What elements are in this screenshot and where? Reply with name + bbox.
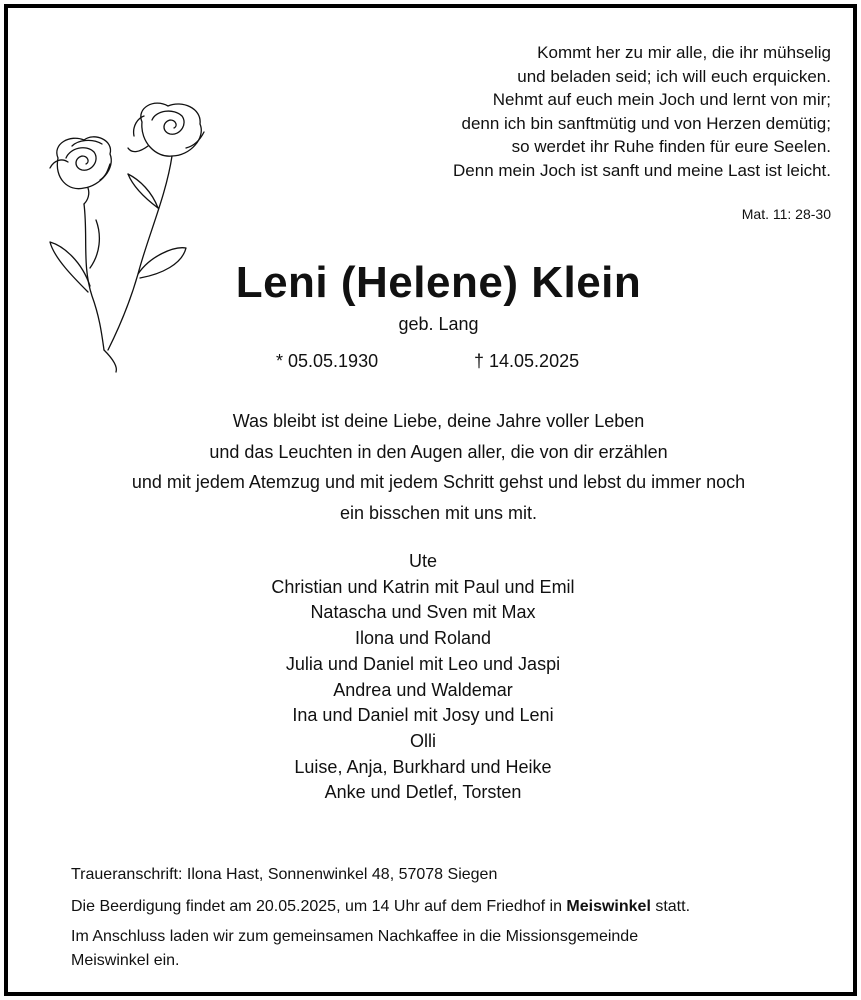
verse-line: und beladen seid; ich will euch erquicken. xyxy=(517,66,831,86)
birth-date: * 05.05.1930 xyxy=(276,351,379,371)
mourning-address: Traueranschrift: Ilona Hast, Sonnenwinkel 48, 57078 Siegen xyxy=(71,866,498,883)
verse-line: Nehmt auf euch mein Joch und lernt von mir; xyxy=(492,90,831,110)
death-date: † 14.05.2025 xyxy=(474,351,580,371)
obituary-frame xyxy=(4,4,857,996)
family-member: Ilona und Roland xyxy=(354,628,492,649)
family-member: Ute xyxy=(408,551,437,571)
coffee-invitation xyxy=(71,925,811,973)
family-member: Ina und Daniel mit Josy und Leni xyxy=(292,705,554,726)
verse-line: Denn mein Joch ist sanft und meine Last ist leicht. xyxy=(453,160,831,180)
poem-line: und mit jedem Atemzug und mit jedem Schritt gehst und lebst du immer noch xyxy=(131,472,746,492)
funeral-text-end: statt. xyxy=(650,898,691,915)
family-member: Christian und Katrin mit Paul und Emil xyxy=(271,576,575,597)
bible-verse xyxy=(271,41,831,183)
memorial-poem xyxy=(8,406,861,528)
poem-line: ein bisschen mit uns mit. xyxy=(339,502,538,523)
verse-line: so werdet ihr Ruhe finden für eure Seelen. xyxy=(511,137,831,157)
coffee-line: Meiswinkel ein. xyxy=(71,952,180,969)
verse-line: denn ich bin sanftmütig und von Herzen demütig; xyxy=(461,113,831,133)
verse-reference: Mat. 11: 28-30 xyxy=(741,206,831,222)
family-member: Luise, Anja, Burkhard und Heike xyxy=(294,756,552,777)
coffee-line: Im Anschluss laden wir zum gemeinsamen Nachkaffee in die Missionsgemeinde xyxy=(71,928,639,945)
funeral-info xyxy=(71,898,690,916)
poem-line: Was bleibt ist deine Liebe, deine Jahre voller Leben xyxy=(232,411,645,431)
verse-line: Kommt her zu mir alle, die ihr mühselig xyxy=(537,43,831,62)
funeral-text: Die Beerdigung findet am 20.05.2025, um 14 Uhr auf dem Friedhof in xyxy=(71,898,567,915)
family-list xyxy=(8,549,838,806)
family-member: Andrea und Waldemar xyxy=(333,679,513,700)
family-member: Olli xyxy=(410,730,436,751)
maiden-name: geb. Lang xyxy=(398,314,479,334)
family-member: Julia und Daniel mit Leo und Jaspi xyxy=(285,653,561,674)
family-member: Anke und Detlef, Torsten xyxy=(324,782,522,803)
funeral-place: Meiswinkel xyxy=(566,898,651,915)
deceased-name: Leni (Helene) Klein xyxy=(235,258,642,307)
poem-line: und das Leuchten in den Augen aller, die von dir erzählen xyxy=(209,441,668,462)
family-member: Natascha und Sven mit Max xyxy=(310,602,536,623)
